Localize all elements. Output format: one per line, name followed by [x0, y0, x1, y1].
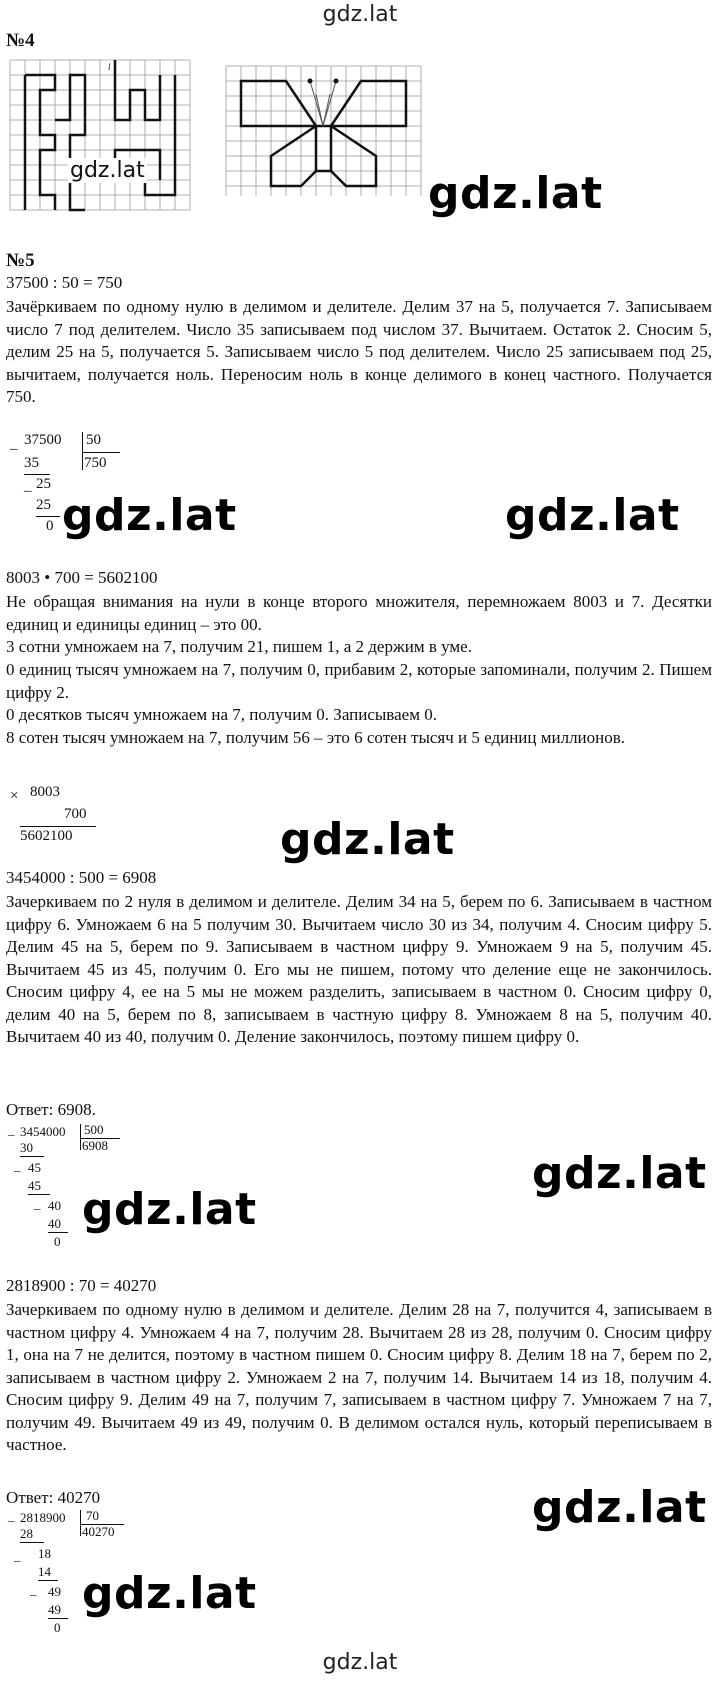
watermark-top: gdz.lat — [322, 2, 398, 27]
task5-heading: №5 — [6, 250, 35, 271]
ex3-minus-3: _ — [34, 1196, 41, 1211]
ex2-explanation: Не обращая внимания на нули в конце второго множителя, перемножаем 8003 и 7. Десятки единиц и единицы единиц – это 00. — [6, 592, 712, 634]
ex3-r3: 45 — [28, 1178, 41, 1193]
ex4-r2: 18 — [38, 1546, 51, 1561]
ex1-r4: 0 — [46, 518, 54, 534]
ex3-r1: 30 — [20, 1140, 33, 1155]
watermark-large-4: gdz.lat — [280, 814, 455, 865]
ex3-rule-2 — [28, 1194, 50, 1195]
ex1-divisor: 50 — [86, 432, 101, 448]
ex2-line-2: 0 единиц тысяч умножаем на 7, получим 0, прибавим 2, которые запоминали, получим 2. Пишем цифру 2. — [6, 660, 712, 702]
ex4-answer: Ответ: 40270 — [6, 1488, 101, 1507]
ex4-rule-2 — [38, 1580, 58, 1581]
ex4-quotient: 40270 — [82, 1524, 115, 1539]
ex1-explanation: Зачёркиваем по одному нулю в делимом и делителе. Делим 37 на 5, получается 7. Записываем число 7 под делителем. Число 35 записываем под числом 37. Вычитаем. Остаток 2. Сносим 5, делим 25 на 5, получается 5. Записываем число 5 под делителем. Число 25 записываем под 25, вычитаем, получается ноль. Переносим ноль в конце делимого в конец частного. Получается 750. — [6, 297, 712, 406]
ex1-r2: 25 — [36, 476, 51, 492]
ex3-rule-3 — [48, 1232, 68, 1233]
ex1-divider-vertical — [82, 432, 83, 470]
ex3-r5: 40 — [48, 1216, 61, 1231]
ex2-factor-a: 8003 — [30, 784, 60, 800]
ex1-r1: 35 — [24, 455, 39, 471]
ex2-equation: 8003 • 700 = 5602100 — [6, 568, 158, 587]
ex3-minus-1: _ — [8, 1122, 15, 1137]
watermark-large-3: gdz.lat — [505, 490, 680, 541]
ex3-divisor: 500 — [84, 1122, 104, 1137]
ex2-line-3: 0 десятков тысяч умножаем на 7, получим 0. Записываем 0. — [6, 705, 437, 724]
ex2-rule — [20, 826, 96, 827]
ex1-quotient: 750 — [84, 455, 107, 471]
watermark-large-6: gdz.lat — [532, 1148, 707, 1199]
ex2-result: 5602100 — [20, 828, 73, 844]
ex3-rule-1 — [20, 1156, 44, 1157]
svg-text:l: l — [108, 62, 111, 72]
ex4-rule-3 — [48, 1618, 68, 1619]
ex4-rule-1 — [20, 1542, 44, 1543]
watermark-grid: gdz.lat — [70, 158, 145, 183]
ex1-r3: 25 — [36, 497, 51, 513]
ex4-minus-2: _ — [14, 1548, 21, 1563]
ex2-line-4: 8 сотен тысяч умножаем на 7, получим 56 – это 6 сотен тысяч и 5 единиц миллионов. — [6, 728, 626, 747]
task4-grid-figure-1 — [8, 56, 193, 212]
ex3-divider-vertical — [80, 1124, 81, 1150]
ex4-divisor: 70 — [86, 1508, 99, 1523]
watermark-large-7: gdz.lat — [82, 1568, 257, 1619]
watermark-large-2: gdz.lat — [62, 490, 237, 541]
ex3-r4: 40 — [48, 1198, 61, 1213]
ex3-r6: 0 — [54, 1234, 61, 1249]
ex3-dividend: 3454000 — [20, 1124, 66, 1139]
ex4-r3: 14 — [38, 1564, 51, 1579]
ex3-r2: 45 — [28, 1160, 41, 1175]
ex4-r5: 49 — [48, 1602, 61, 1617]
ex4-minus-3: _ — [30, 1582, 37, 1597]
ex2-times-sign: × — [10, 788, 19, 804]
ex1-equation: 37500 : 50 = 750 — [6, 273, 123, 292]
ex4-minus-1: _ — [8, 1508, 15, 1523]
ex1-minus-sign: _ — [10, 436, 18, 452]
ex2-line-1: 3 сотни умножаем на 7, получим 21, пишем 1, а 2 держим в уме. — [6, 637, 472, 656]
ex3-explanation: Зачеркиваем по 2 нуля в делимом и делителе. Делим 34 на 5, берем по 6. Записываем в частном цифру 6. Умножаем 6 на 5 получим 30. Вычитаем число 30 из 34, получим 4. Сносим цифру 5. Делим 45 на 5, берем по 9. Записываем в частном цифру 9. Умножаем 9 на 5, получим 45. Вычитаем 45 из 45, получим 0. Его мы не пишем, потому что деление еще не закончилось. Сносим цифру 4, ее на 5 мы не можем разделить, записываем в частном 0. Сносим цифру 0, делим 40 на 5, берем по 8, записываем в частную цифру 8. Умножаем 8 на 5, получим 40. Вычитаем 40 из 40, получим 0. Деление закончилось, поэтому пишем цифру 0. — [6, 892, 712, 1046]
task4-grid-figure-butterfly — [224, 64, 424, 199]
ex1-minus-2: _ — [24, 478, 32, 494]
watermark-large-8: gdz.lat — [532, 1482, 707, 1533]
ex4-dividend: 2818900 — [20, 1510, 66, 1525]
ex3-quotient: 6908 — [82, 1138, 108, 1153]
ex1-dividend: 37500 — [24, 432, 62, 448]
ex4-r4: 49 — [48, 1584, 61, 1599]
task4-heading: №4 — [6, 30, 35, 51]
watermark-bottom: gdz.lat — [322, 1650, 398, 1675]
ex1-rule-2 — [36, 516, 60, 517]
ex4-divider-vertical — [80, 1510, 81, 1536]
watermark-large-5: gdz.lat — [82, 1184, 257, 1235]
ex2-factor-b: 700 — [64, 806, 87, 822]
ex3-equation: 3454000 : 500 = 6908 — [6, 868, 157, 887]
ex4-r1: 28 — [20, 1526, 33, 1541]
ex4-explanation: Зачеркиваем по одному нулю в делимом и делителе. Делим 28 на 7, получится 4, записываем в частном цифру 4. Умножаем 4 на 7, получим 28. Вычитаем 28 из 28, получим 0. Сносим цифру 1, она на 7 не делится, поэтому в частном пишем 0. Сносим цифру 8. Делим 18 на 7, берем по 2, записываем в частном цифру 2. Умножаем 2 на 7, получим 14. Вычитаем 14 из 18, получим 4. Сносим цифру 9. Делим 49 на 7, получим 7, записываем в частном цифру 7. Умножаем 7 на 7, получим 49. Вычитаем 49 из 49, получим 0. В делимом остался нуль, который переписываем в частное. — [6, 1300, 712, 1454]
ex3-minus-2: _ — [14, 1158, 21, 1173]
ex3-answer: Ответ: 6908. — [6, 1100, 96, 1119]
watermark-large-1: gdz.lat — [428, 168, 603, 219]
ex4-r6: 0 — [54, 1620, 61, 1635]
ex4-equation: 2818900 : 70 = 40270 — [6, 1276, 157, 1295]
ex1-divisor-rule — [82, 452, 120, 453]
ex1-rule-1 — [24, 474, 50, 475]
